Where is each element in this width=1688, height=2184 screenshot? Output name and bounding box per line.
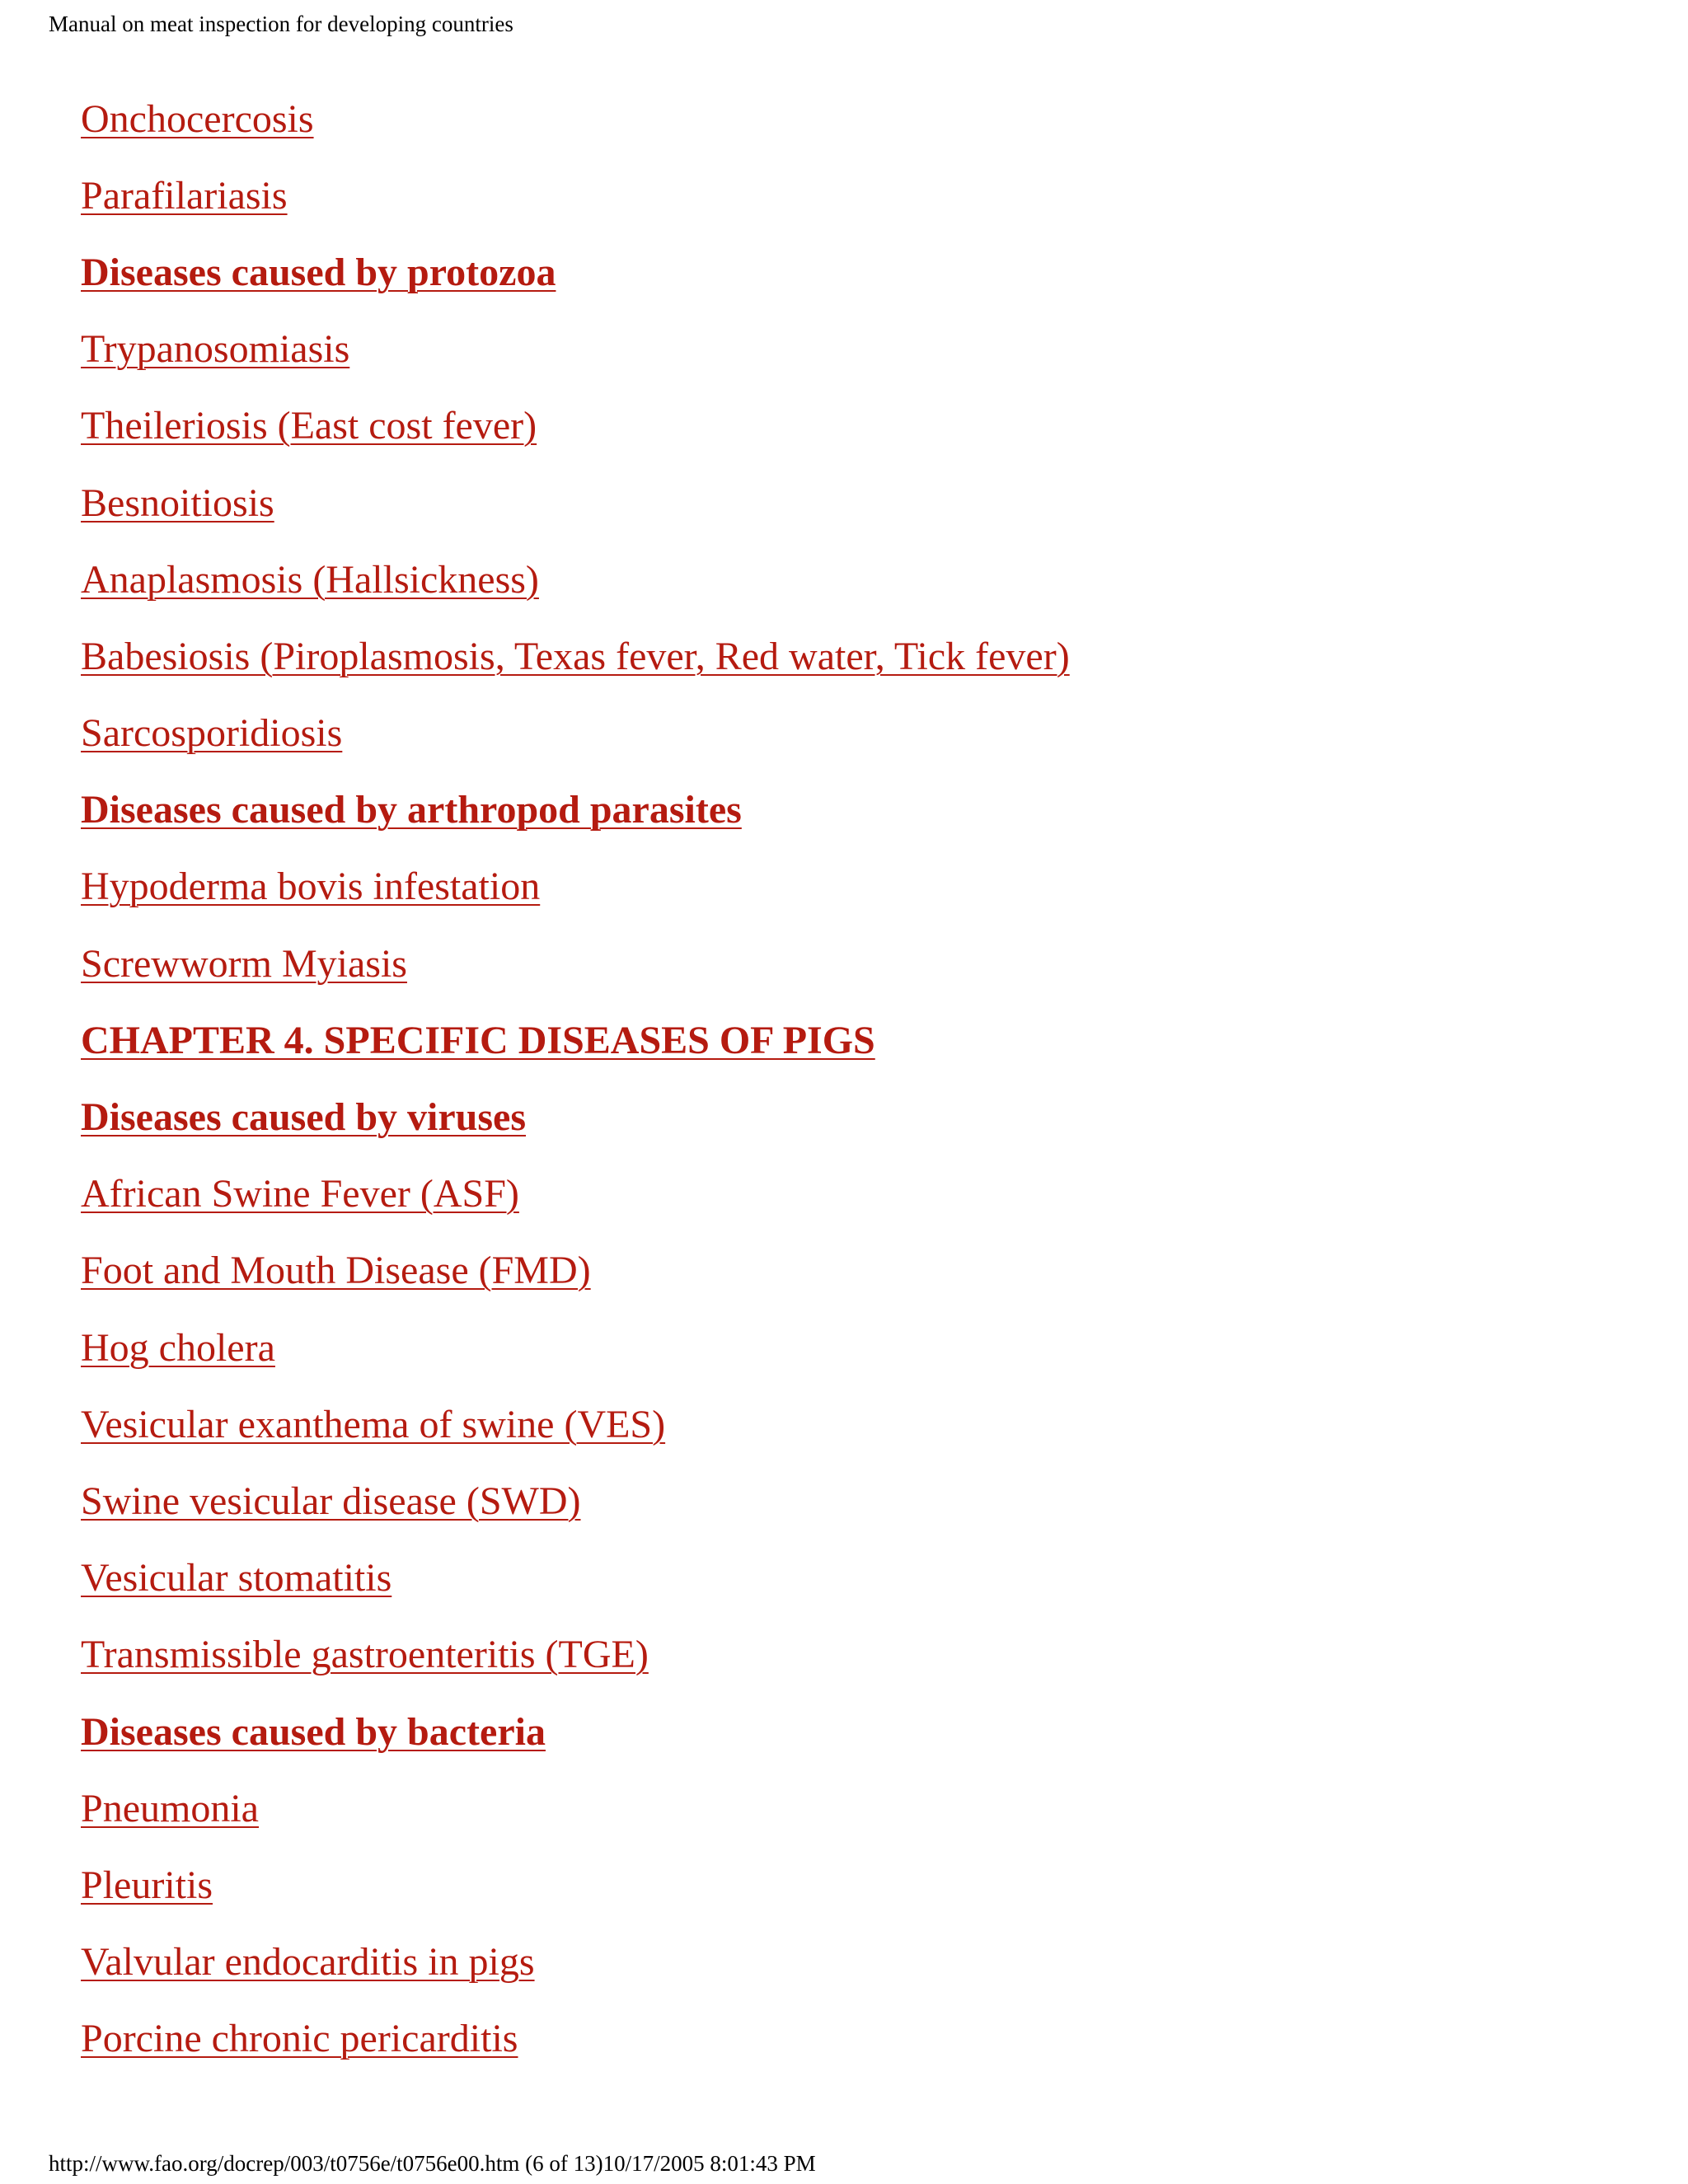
toc-item (81, 926, 1647, 1002)
toc-link-anaplasmosis[interactable]: Anaplasmosis (Hallsickness) (81, 557, 539, 602)
toc-item (81, 2001, 1647, 2078)
toc-link-hypoderma-bovis[interactable]: Hypoderma bovis infestation (81, 865, 541, 909)
toc-item (81, 541, 1647, 618)
toc-chapter-4[interactable]: CHAPTER 4. SPECIFIC DISEASES OF PIGS (81, 1018, 875, 1062)
toc-item (81, 1079, 1647, 1155)
toc-item (81, 1233, 1647, 1310)
toc-link-valvular-endocarditis[interactable]: Valvular endocarditis in pigs (81, 1940, 535, 1985)
toc-item (81, 1617, 1647, 1694)
toc-item (81, 1002, 1647, 1079)
toc-item (81, 157, 1647, 234)
toc-link-transmissible-gastroenteritis[interactable]: Transmissible gastroenteritis (TGE) (81, 1633, 649, 1677)
toc-item (81, 1463, 1647, 1540)
toc-item (81, 1770, 1647, 1847)
toc-link-besnoitiosis[interactable]: Besnoitiosis (81, 480, 274, 525)
toc-item (81, 1540, 1647, 1617)
toc-link-hog-cholera[interactable]: Hog cholera (81, 1325, 275, 1370)
toc-link-porcine-chronic-pericarditis[interactable]: Porcine chronic pericarditis (81, 2017, 518, 2061)
toc-item (81, 1156, 1647, 1233)
toc-item (81, 696, 1647, 772)
toc-section-viruses[interactable]: Diseases caused by viruses (81, 1095, 527, 1140)
table-of-contents (81, 81, 1647, 2078)
toc-link-foot-and-mouth[interactable]: Foot and Mouth Disease (FMD) (81, 1249, 591, 1293)
toc-link-theileriosis[interactable]: Theileriosis (East cost fever) (81, 404, 537, 448)
toc-link-onchocercosis[interactable]: Onchocercosis (81, 96, 314, 141)
page-header-title: Manual on meat inspection for developing countries (49, 12, 513, 36)
toc-item (81, 1310, 1647, 1386)
toc-section-arthropod-parasites[interactable]: Diseases caused by arthropod parasites (81, 788, 742, 832)
toc-link-sarcosporidiosis[interactable]: Sarcosporidiosis (81, 711, 343, 756)
toc-item (81, 81, 1647, 157)
toc-link-trypanosomiasis[interactable]: Trypanosomiasis (81, 327, 350, 372)
toc-item (81, 772, 1647, 849)
toc-link-parafilariasis[interactable]: Parafilariasis (81, 173, 288, 218)
toc-link-babesiosis[interactable]: Babesiosis (Piroplasmosis, Texas fever, Red water, Tick fever) (81, 634, 1070, 678)
toc-link-pleuritis[interactable]: Pleuritis (81, 1863, 213, 1907)
page-footer-url: http://www.fao.org/docrep/003/t0756e/t0756e00.htm (6 of 13)10/17/2005 8:01:43 PM (49, 2151, 816, 2176)
toc-link-swine-vesicular-disease[interactable]: Swine vesicular disease (SWD) (81, 1479, 581, 1523)
toc-item (81, 312, 1647, 388)
toc-section-bacteria[interactable]: Diseases caused by bacteria (81, 1709, 546, 1754)
toc-link-pneumonia[interactable]: Pneumonia (81, 1786, 259, 1830)
toc-item (81, 1694, 1647, 1770)
toc-item (81, 1386, 1647, 1463)
toc-item (81, 618, 1647, 695)
toc-link-screwworm-myiasis[interactable]: Screwworm Myiasis (81, 941, 407, 986)
toc-section-protozoa[interactable]: Diseases caused by protozoa (81, 250, 556, 294)
toc-item (81, 465, 1647, 541)
toc-link-vesicular-stomatitis[interactable]: Vesicular stomatitis (81, 1556, 392, 1601)
toc-item (81, 849, 1647, 926)
toc-link-african-swine-fever[interactable]: African Swine Fever (ASF) (81, 1172, 519, 1216)
toc-item (81, 234, 1647, 311)
toc-item (81, 1847, 1647, 1924)
toc-item (81, 388, 1647, 465)
toc-item (81, 1924, 1647, 2001)
toc-link-vesicular-exanthema[interactable]: Vesicular exanthema of swine (VES) (81, 1402, 666, 1446)
